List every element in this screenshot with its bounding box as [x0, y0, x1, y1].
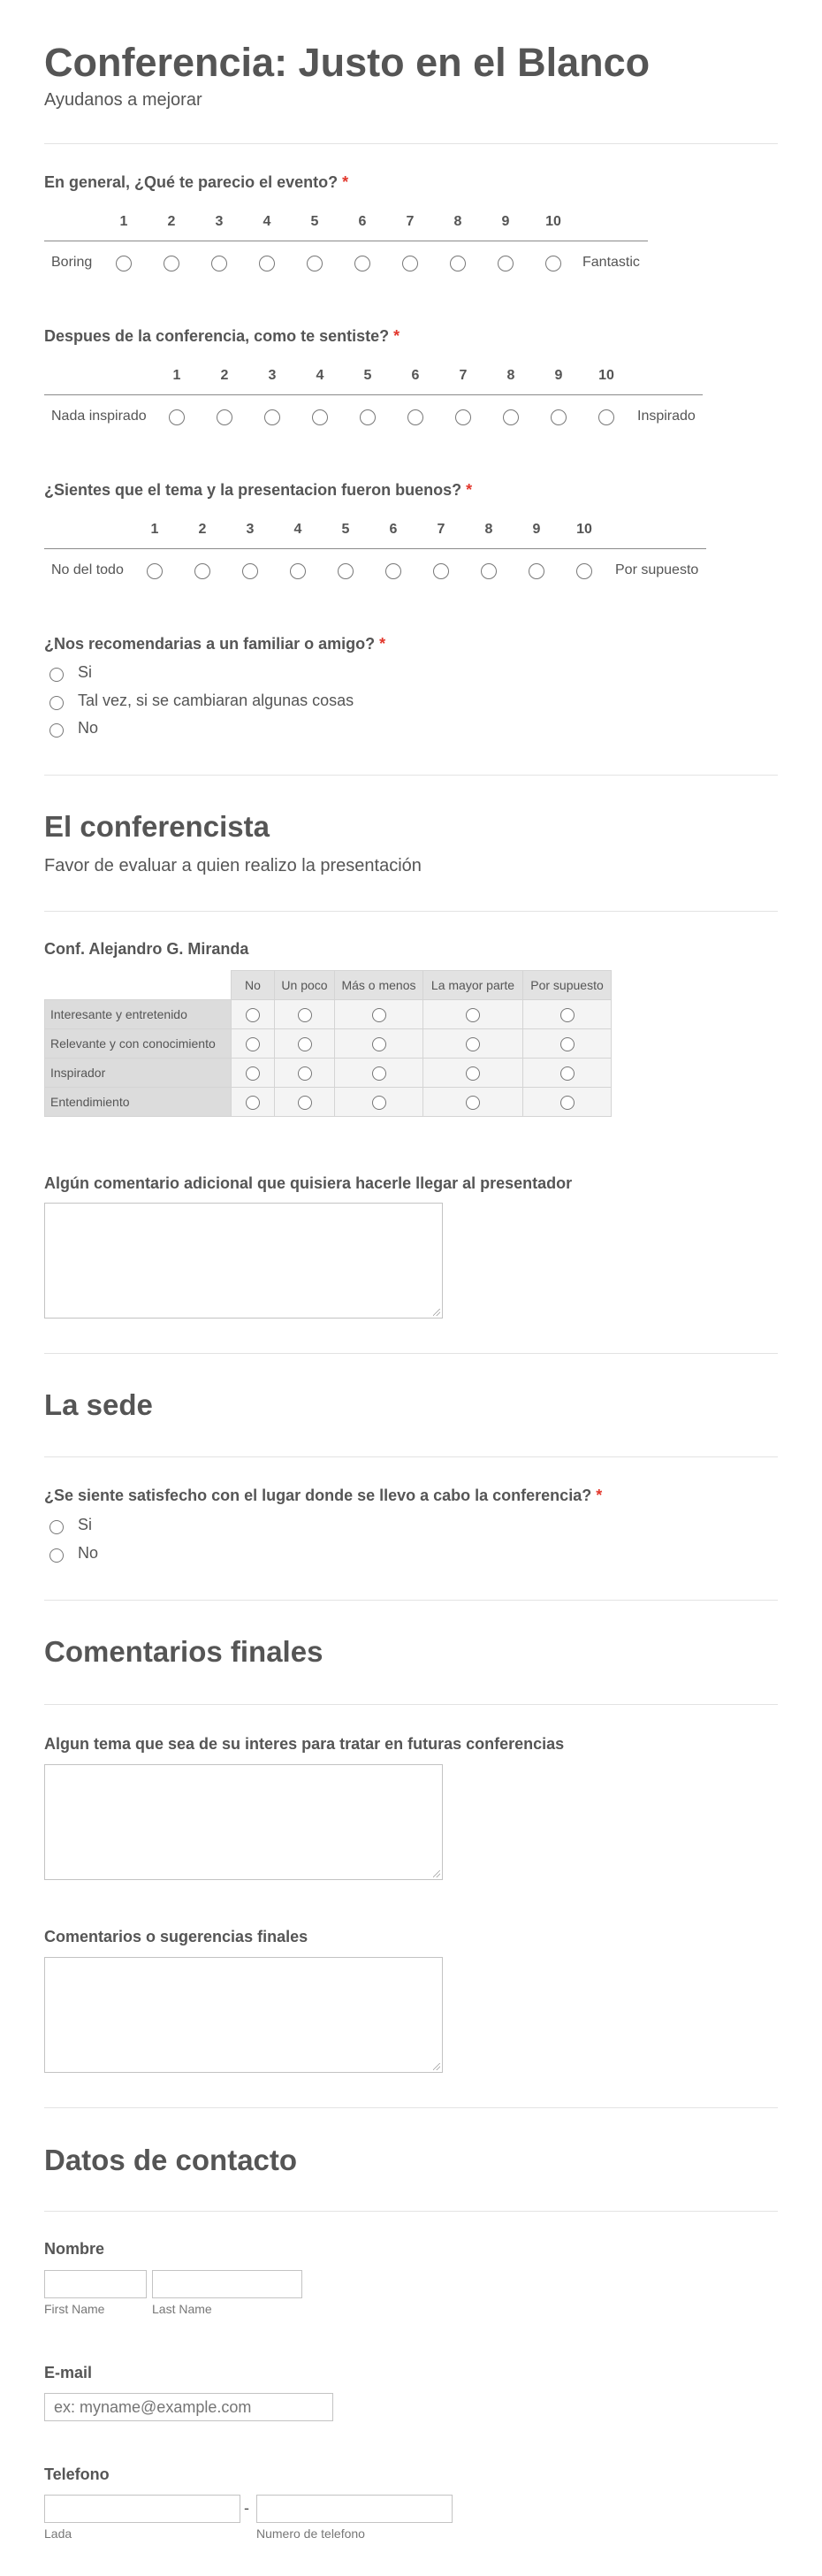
matrix-cell — [523, 1088, 612, 1117]
matrix-cell — [523, 1000, 612, 1029]
scale-number: 10 — [545, 214, 561, 229]
matrix-radio[interactable] — [466, 1066, 480, 1081]
rating-matrix — [44, 970, 612, 1117]
matrix-cell — [232, 1029, 275, 1059]
scale-number: 8 — [506, 368, 515, 383]
scale-radio-2[interactable] — [164, 256, 179, 271]
scale-divider-line — [44, 394, 703, 395]
divider — [44, 1704, 778, 1705]
section-subheading-speaker: Favor de evaluar a quien realizo la presentación — [44, 856, 422, 875]
scale-number: 3 — [268, 368, 277, 383]
divider — [44, 1600, 778, 1601]
required-marker: * — [596, 1487, 603, 1504]
divider — [44, 143, 778, 144]
phone-number-sublabel: Numero de telefono — [256, 2526, 365, 2541]
matrix-cell — [275, 1088, 335, 1117]
matrix-radio[interactable] — [560, 1066, 575, 1081]
matrix-cell — [335, 1000, 423, 1029]
scale-number: 4 — [293, 522, 302, 537]
question-3-label — [44, 481, 472, 500]
form-title: Conferencia: Justo en el Blanco — [44, 40, 651, 85]
matrix-radio[interactable] — [246, 1037, 260, 1051]
section-heading-speaker: El conferencista — [44, 810, 270, 843]
matrix-row — [45, 1088, 612, 1117]
scale-number: 2 — [167, 214, 176, 229]
matrix-radio[interactable] — [466, 1037, 480, 1051]
matrix-cell — [335, 1088, 423, 1117]
matrix-row-label: Relevante y con conocimiento — [45, 1029, 232, 1059]
scale-number: 5 — [310, 214, 319, 229]
scale-radio-8[interactable] — [450, 256, 466, 271]
scale-radio-2[interactable] — [217, 409, 232, 425]
email-label: E-mail — [44, 2364, 93, 2381]
first-name-input[interactable] — [44, 2270, 147, 2298]
scale-number: 10 — [576, 522, 592, 537]
matrix-column-header: Más o menos — [335, 971, 423, 1000]
future-topics-textarea[interactable] — [44, 1764, 443, 1880]
matrix-radio[interactable] — [372, 1037, 386, 1051]
scale-number: 10 — [598, 368, 614, 383]
question-2-text: Despues de la conferencia, como te sentiste? — [44, 327, 390, 345]
matrix-corner — [45, 971, 232, 1000]
phone-separator: - — [244, 2499, 249, 2517]
matrix-column-header: Un poco — [275, 971, 335, 1000]
matrix-radio[interactable] — [560, 1096, 575, 1110]
divider — [44, 2211, 778, 2212]
scale-radio-5[interactable] — [360, 409, 376, 425]
matrix-radio[interactable] — [298, 1008, 312, 1022]
matrix-radio[interactable] — [246, 1096, 260, 1110]
first-name-sublabel: First Name — [44, 2302, 105, 2316]
scale-number: 7 — [459, 368, 468, 383]
scale-number: 6 — [411, 368, 420, 383]
matrix-row — [45, 1059, 612, 1088]
divider — [44, 1353, 778, 1354]
divider — [44, 2107, 778, 2108]
matrix-radio[interactable] — [298, 1066, 312, 1081]
matrix-cell — [423, 1088, 523, 1117]
email-input[interactable] — [44, 2393, 333, 2421]
scale-radio-3[interactable] — [242, 563, 258, 579]
radio-recommend-tal-vez[interactable] — [49, 696, 64, 710]
scale-number: 8 — [453, 214, 462, 229]
last-name-sublabel: Last Name — [152, 2302, 212, 2316]
scale-radio-7[interactable] — [433, 563, 449, 579]
phone-area-input[interactable] — [44, 2495, 240, 2523]
matrix-row — [45, 1029, 612, 1059]
scale-radio-8[interactable] — [481, 563, 497, 579]
scale-number: 6 — [358, 214, 367, 229]
scale-number: 3 — [215, 214, 224, 229]
divider — [44, 911, 778, 912]
scale-number: 9 — [501, 214, 510, 229]
scale-radio-10[interactable] — [576, 563, 592, 579]
question-4-label — [44, 635, 385, 654]
matrix-label: Conf. Alejandro G. Miranda — [44, 940, 249, 958]
question-3-text: ¿Sientes que el tema y la presentacion fueron buenos? — [44, 481, 462, 499]
scale-radio-6[interactable] — [385, 563, 401, 579]
presenter-comment-label: Algún comentario adicional que quisiera hacerle llegar al presentador — [44, 1174, 573, 1192]
section-heading-final: Comentarios finales — [44, 1635, 323, 1668]
matrix-cell — [523, 1029, 612, 1059]
matrix-column-header: No — [232, 971, 275, 1000]
future-topics-label: Algun tema que sea de su interes para tratar en futuras conferencias — [44, 1735, 565, 1753]
matrix-radio[interactable] — [246, 1066, 260, 1081]
scale-radio-1[interactable] — [116, 256, 132, 271]
option-label: Tal vez, si se cambiaran algunas cosas — [78, 692, 354, 709]
venue-question-text: ¿Se siente satisfecho con el lugar donde se llevo a cabo la conferencia? — [44, 1487, 592, 1504]
question-1-text: En general, ¿Qué te parecio el evento? — [44, 173, 339, 191]
required-marker: * — [379, 635, 386, 653]
phone-number-input[interactable] — [256, 2495, 453, 2523]
scale-radio-1[interactable] — [169, 409, 185, 425]
final-comments-label: Comentarios o sugerencias finales — [44, 1928, 308, 1945]
scale-number: 1 — [150, 522, 159, 537]
resize-handle-icon[interactable] — [433, 1870, 440, 1877]
scale-radio-1[interactable] — [147, 563, 163, 579]
matrix-cell — [275, 1059, 335, 1088]
matrix-cell — [275, 1029, 335, 1059]
option-label: No — [78, 1544, 99, 1562]
scale-number: 3 — [246, 522, 255, 537]
radio-venue-no[interactable] — [49, 1548, 64, 1563]
question-1-label — [44, 173, 348, 192]
scale-radio-6[interactable] — [407, 409, 423, 425]
question-4-text: ¿Nos recomendarias a un familiar o amigo? — [44, 635, 376, 653]
matrix-row-label: Interesante y entretenido — [45, 1000, 232, 1029]
section-heading-contact: Datos de contacto — [44, 2144, 298, 2176]
phone-label: Telefono — [44, 2465, 110, 2483]
scale-low-label: No del todo — [51, 562, 124, 577]
matrix-cell — [423, 1059, 523, 1088]
scale-number: 2 — [198, 522, 207, 537]
matrix-cell — [423, 1000, 523, 1029]
name-label: Nombre — [44, 2240, 105, 2258]
matrix-cell — [335, 1059, 423, 1088]
scale-radio-9[interactable] — [498, 256, 514, 271]
scale-number: 5 — [341, 522, 350, 537]
scale-number: 8 — [484, 522, 493, 537]
scale-radio-2[interactable] — [194, 563, 210, 579]
scale-radio-6[interactable] — [354, 256, 370, 271]
matrix-radio[interactable] — [246, 1008, 260, 1022]
final-comments-textarea[interactable] — [44, 1957, 443, 2073]
scale-radio-9[interactable] — [551, 409, 567, 425]
scale-number: 7 — [406, 214, 415, 229]
scale-low-label: Nada inspirado — [51, 409, 147, 424]
scale-high-label: Por supuesto — [615, 562, 699, 577]
option-label: Si — [78, 1516, 93, 1533]
scale-number: 5 — [363, 368, 372, 383]
scale-divider-line — [44, 548, 706, 549]
scale-number: 6 — [389, 522, 398, 537]
section-heading-venue: La sede — [44, 1388, 153, 1421]
matrix-radio[interactable] — [372, 1066, 386, 1081]
matrix-cell — [523, 1059, 612, 1088]
scale-radio-10[interactable] — [545, 256, 561, 271]
scale-number: 9 — [532, 522, 541, 537]
matrix-radio[interactable] — [298, 1037, 312, 1051]
scale-radio-7[interactable] — [402, 256, 418, 271]
presenter-comment-textarea[interactable] — [44, 1203, 443, 1319]
matrix-row-label: Entendimiento — [45, 1088, 232, 1117]
matrix-column-header: Por supuesto — [523, 971, 612, 1000]
question-2-label — [44, 327, 400, 346]
required-marker: * — [393, 327, 400, 345]
scale-number: 4 — [263, 214, 271, 229]
scale-high-label: Fantastic — [582, 255, 640, 270]
divider — [44, 775, 778, 776]
scale-high-label: Inspirado — [637, 409, 696, 424]
scale-radio-5[interactable] — [307, 256, 323, 271]
scale-number: 1 — [119, 214, 128, 229]
matrix-cell — [423, 1029, 523, 1059]
divider — [44, 1456, 778, 1457]
scale-radio-9[interactable] — [529, 563, 544, 579]
matrix-cell — [232, 1088, 275, 1117]
scale-radio-7[interactable] — [455, 409, 471, 425]
scale-radio-10[interactable] — [598, 409, 614, 425]
matrix-radio[interactable] — [560, 1037, 575, 1051]
matrix-radio[interactable] — [298, 1096, 312, 1110]
scale-low-label: Boring — [51, 255, 93, 270]
matrix-cell — [232, 1000, 275, 1029]
venue-question-label — [44, 1487, 602, 1505]
option-label: Si — [78, 663, 93, 681]
scale-radio-4[interactable] — [259, 256, 275, 271]
scale-number: 9 — [554, 368, 563, 383]
scale-radio-8[interactable] — [503, 409, 519, 425]
scale-number: 4 — [316, 368, 324, 383]
radio-recommend-no[interactable] — [49, 723, 64, 738]
scale-number: 1 — [172, 368, 181, 383]
matrix-cell — [232, 1059, 275, 1088]
radio-recommend-si[interactable] — [49, 668, 64, 682]
matrix-row — [45, 1000, 612, 1029]
scale-number: 2 — [220, 368, 229, 383]
matrix-radio[interactable] — [466, 1008, 480, 1022]
required-marker: * — [466, 481, 473, 499]
radio-venue-si[interactable] — [49, 1520, 64, 1534]
scale-radio-5[interactable] — [338, 563, 354, 579]
matrix-cell — [335, 1029, 423, 1059]
matrix-radio[interactable] — [466, 1096, 480, 1110]
matrix-cell — [275, 1000, 335, 1029]
form-subtitle: Ayudanos a mejorar — [44, 90, 202, 110]
matrix-radio[interactable] — [372, 1096, 386, 1110]
option-label: No — [78, 719, 99, 737]
matrix-radio[interactable] — [372, 1008, 386, 1022]
matrix-row-label: Inspirador — [45, 1059, 232, 1088]
scale-radio-4[interactable] — [290, 563, 306, 579]
last-name-input[interactable] — [152, 2270, 302, 2298]
scale-number: 7 — [437, 522, 445, 537]
resize-handle-icon[interactable] — [433, 2063, 440, 2070]
scale-radio-4[interactable] — [312, 409, 328, 425]
matrix-column-header: La mayor parte — [423, 971, 523, 1000]
scale-radio-3[interactable] — [211, 256, 227, 271]
required-marker: * — [342, 173, 349, 191]
resize-handle-icon[interactable] — [433, 1309, 440, 1316]
matrix-radio[interactable] — [560, 1008, 575, 1022]
phone-area-sublabel: Lada — [44, 2526, 72, 2541]
scale-radio-3[interactable] — [264, 409, 280, 425]
